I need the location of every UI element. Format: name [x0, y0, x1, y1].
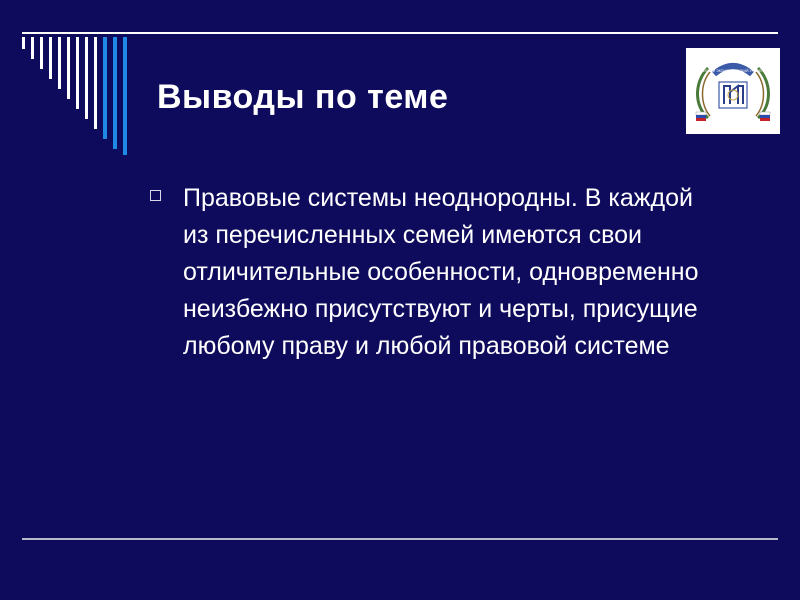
university-emblem-icon [686, 48, 780, 134]
square-bullet-icon [150, 190, 161, 201]
top-divider [22, 32, 778, 34]
bottom-divider [22, 538, 778, 540]
decorative-stripes [20, 37, 135, 157]
bullet-text: Правовые системы неоднородны. В каждой из перечисленных семей имеются свои отличительные особенности, одновременно неизбежно присутствуют и черты, присущие любому праву и любой правовой системе [183, 184, 699, 360]
logo-text: РОССИЙСКИЙ ЭКОНОМИЧЕСКИЙ УНИВЕРСИТЕТ [690, 69, 776, 73]
logo [686, 48, 780, 134]
list-item [150, 180, 710, 365]
bullet-list [150, 180, 710, 365]
slide-title: Выводы по теме [157, 78, 449, 116]
